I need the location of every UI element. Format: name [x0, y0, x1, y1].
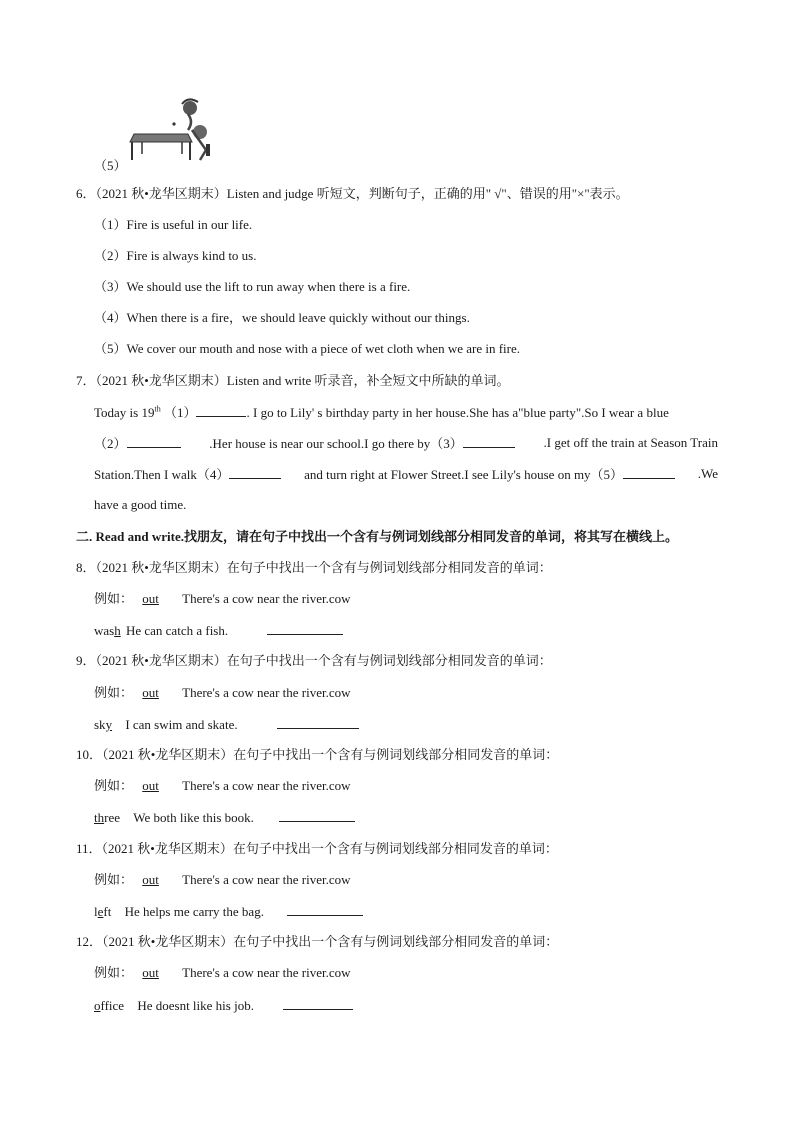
- target-word: left: [94, 904, 112, 919]
- example-label: 例如：: [94, 778, 134, 793]
- q8-sentence: He can catch a fish.: [125, 623, 229, 638]
- question-9-heading: 9．（2021 秋•龙华区期末）在句子中找出一个含有与例词划线部分相同发音的单词：: [76, 653, 552, 668]
- q7-text: .I get off the train at Season Train: [543, 435, 718, 450]
- q7-text: .Her house is near our school.I go there by（3）: [209, 436, 463, 451]
- answer-blank-1[interactable]: [196, 404, 246, 417]
- q6-statement-4: （4）When there is a fire，we should leave quickly without our things.: [94, 310, 470, 325]
- q7-text: and turn right at Flower Street.I see Lily's house on my（5）: [304, 467, 624, 482]
- q10-sentence: We both like this book.: [133, 810, 254, 825]
- q11-task: [94, 903, 363, 920]
- example-sentence: There's a cow near the river.cow: [182, 778, 351, 793]
- q6-statement-3: （3）We should use the lift to run away when there is a fire.: [94, 279, 411, 294]
- q7-text: Station.Then I walk（4）: [94, 467, 230, 482]
- example-sentence: There's a cow near the river.cow: [182, 685, 351, 700]
- example-sentence: There's a cow near the river.cow: [182, 872, 351, 887]
- answer-blank-q11[interactable]: [287, 903, 363, 916]
- q7-passage-line-4: have a good time.: [94, 497, 187, 512]
- question-8-heading: 8．（2021 秋•龙华区期末）在句子中找出一个含有与例词划线部分相同发音的单词：: [76, 560, 552, 575]
- example-word: out: [142, 685, 159, 700]
- q12-sentence: He doesnt like his job.: [137, 998, 254, 1013]
- question-12-heading: 12．（2021 秋•龙华区期末）在句子中找出一个含有与例词划线部分相同发音的单词：: [76, 934, 559, 949]
- q7-text: .We: [697, 466, 718, 481]
- example-label: 例如：: [94, 965, 134, 980]
- q10-task: [94, 809, 355, 826]
- target-word: office: [94, 998, 125, 1013]
- q8-task: [94, 622, 343, 639]
- q8-example: [94, 591, 351, 607]
- example-word: out: [142, 965, 159, 980]
- answer-blank-q8[interactable]: [267, 622, 343, 635]
- answer-blank-3[interactable]: [463, 435, 515, 448]
- answer-blank-q9[interactable]: [277, 716, 359, 729]
- q6-statement-5: （5）We cover our mouth and nose with a piece of wet cloth when we are in fire.: [94, 341, 521, 356]
- answer-blank-4[interactable]: [229, 466, 281, 479]
- q9-example: [94, 685, 351, 701]
- q11-example: [94, 872, 351, 888]
- answer-blank-5[interactable]: [623, 466, 675, 479]
- example-sentence: There's a cow near the river.cow: [182, 965, 351, 980]
- section-2-title: 二. Read and write.找朋友，请在句子中找出一个含有与例词划线部分相同发音的单词，将其写在横线上。: [76, 529, 678, 544]
- example-word: out: [142, 872, 159, 887]
- q9-task: [94, 716, 359, 733]
- question-10-heading: 10．（2021 秋•龙华区期末）在句子中找出一个含有与例词划线部分相同发音的单词：: [76, 747, 559, 762]
- q9-sentence: I can swim and skate.: [125, 717, 238, 732]
- q10-example: [94, 778, 351, 794]
- q6-statement-1: （1）Fire is useful in our life.: [94, 217, 253, 232]
- answer-blank-q10[interactable]: [279, 809, 355, 822]
- q6-statement-2: （2）Fire is always kind to us.: [94, 248, 257, 263]
- answer-blank-q12[interactable]: [283, 997, 353, 1010]
- q7-passage-line-3: [94, 466, 718, 483]
- answer-blank-2[interactable]: [127, 435, 181, 448]
- example-label: 例如：: [94, 872, 134, 887]
- example-label: 例如：: [94, 685, 134, 700]
- table-tennis-illustration: [128, 94, 218, 166]
- q7-text: . I go to Lily' s birthday party in her house.She has a"blue party".So I wear a blue: [246, 405, 669, 420]
- q7-superscript: th: [154, 404, 161, 414]
- target-word: three: [94, 810, 120, 825]
- question-6-heading: 6．（2021 秋•龙华区期末）Listen and judge 听短文，判断句子，正确的用" √"、错误的用"×"表示。: [76, 186, 629, 201]
- target-word: sky: [94, 717, 113, 732]
- example-word: out: [142, 591, 159, 606]
- q12-example: [94, 965, 351, 981]
- question-7-heading: 7．（2021 秋•龙华区期末）Listen and write 听录音，补全短文中所缺的单词。: [76, 373, 510, 388]
- q7-text: （2）: [94, 436, 127, 451]
- example-sentence: There's a cow near the river.cow: [182, 591, 351, 606]
- example-word: out: [142, 778, 159, 793]
- q12-task: [94, 997, 353, 1014]
- q7-passage-line-1: [94, 404, 718, 421]
- q7-passage-line-2: [94, 435, 718, 452]
- question-11-heading: 11．（2021 秋•龙华区期末）在句子中找出一个含有与例词划线部分相同发音的单词：: [76, 841, 558, 856]
- q11-sentence: He helps me carry the bag.: [124, 904, 264, 919]
- q7-text: Today is 19: [94, 405, 155, 420]
- q7-text: （1）: [163, 405, 197, 420]
- item-5-label: （5）: [94, 158, 127, 173]
- example-label: 例如：: [94, 591, 134, 606]
- target-word: wash: [94, 623, 121, 638]
